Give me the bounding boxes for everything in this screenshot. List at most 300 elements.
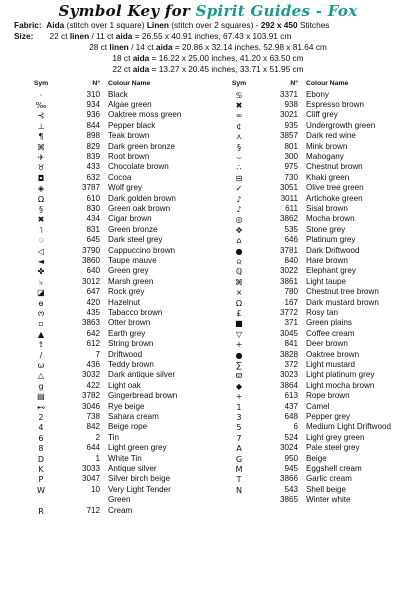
key-row [208, 100, 416, 110]
colour-name: Light platinum grey [306, 370, 375, 380]
key-row [0, 360, 208, 370]
key-row [0, 142, 208, 152]
colour-name: Oaktree brown [306, 349, 360, 359]
symbol: 8 [38, 443, 44, 454]
key-row [0, 246, 208, 256]
colour-name: Root brown [108, 152, 150, 161]
symbol: T [236, 474, 242, 485]
symbol: R [38, 505, 44, 516]
dmc-number: 945 [284, 464, 298, 473]
key-row [0, 391, 208, 401]
dmc-number: 840 [284, 256, 298, 265]
fabric-aida-note: (stitch over 1 square) [64, 20, 147, 30]
key-row [208, 173, 416, 183]
key-row [0, 121, 208, 131]
dmc-number: 938 [284, 100, 298, 109]
symbol: ‰ [35, 100, 47, 110]
key-row [0, 287, 208, 297]
dmc-number: 524 [284, 432, 298, 442]
colour-name: Green grey [108, 266, 149, 276]
key-row [0, 194, 208, 204]
key-row [208, 391, 416, 401]
header-sym: Sym [231, 80, 247, 87]
colour-name: Dark antique silver [108, 370, 176, 380]
colour-name: Light green grey [108, 443, 167, 453]
colour-name: Algae green [108, 100, 152, 109]
symbol: ¢ [236, 120, 242, 131]
symbol: ⋏ [236, 131, 242, 142]
dmc-number: 898 [86, 131, 100, 141]
colour-name: Green plains [306, 318, 352, 328]
key-row [208, 214, 416, 224]
symbol: ∞ [235, 110, 243, 121]
dmc-number: 844 [86, 120, 100, 130]
colour-name: Black [108, 89, 128, 99]
colour-name: Dark golden brown [108, 193, 176, 203]
key-row [0, 350, 208, 360]
key-row [0, 329, 208, 339]
key-row [0, 370, 208, 380]
dmc-number: 3033 [81, 464, 100, 473]
dmc-number: 436 [86, 360, 100, 369]
key-row [0, 214, 208, 224]
size-line-3 [0, 53, 416, 64]
symbol: ɵ [38, 297, 44, 308]
key-row [208, 381, 416, 391]
key-row [0, 402, 208, 412]
dmc-number: 3865 [279, 495, 298, 505]
symbol: ϖ [235, 370, 243, 381]
colour-name: Mahogany [306, 152, 344, 161]
colour-name: Rock grey [108, 287, 145, 297]
symbol: ⥉ [39, 339, 43, 350]
dmc-number: 3032 [81, 370, 100, 380]
colour-name: Hare brown [306, 256, 348, 265]
dmc-number: 1 [95, 453, 100, 463]
key-row [208, 422, 416, 432]
key-row [0, 308, 208, 318]
dmc-number: 934 [86, 100, 100, 109]
colour-name: Light mustard [306, 360, 356, 369]
key-row [208, 329, 416, 339]
key-row [208, 162, 416, 172]
colour-name: Medium Light Driftwood [306, 422, 392, 432]
dmc-number: 645 [86, 235, 100, 245]
symbol: § [236, 141, 242, 152]
symbol: ⊰ [37, 110, 45, 121]
key-row [0, 110, 208, 120]
colour-name: Rye beige [108, 401, 145, 411]
dmc-number: 3863 [81, 318, 100, 328]
size-line-1 [14, 31, 416, 42]
dmc-number: 841 [284, 339, 298, 349]
symbol: ∑ [236, 360, 242, 370]
title-accent: Spirit Guides - Fox [195, 2, 358, 20]
symbol: ✓ [235, 183, 243, 194]
key-row [208, 142, 416, 152]
key-row [0, 443, 208, 453]
symbol: ⊟ [235, 172, 243, 183]
key-row [0, 256, 208, 266]
symbol: ∴ [236, 162, 242, 173]
symbol: P [38, 474, 44, 485]
colour-name: Eggshell cream [306, 464, 362, 473]
key-row [0, 506, 208, 516]
key-row [208, 298, 416, 308]
symbol: W [36, 484, 45, 495]
key-row [0, 339, 208, 349]
symbol: ⌂ [236, 235, 242, 246]
dmc-number: 3864 [279, 380, 298, 390]
fabric-stitches: 292 x 450 [260, 20, 298, 30]
symbol: D [37, 453, 45, 464]
dmc-number: 3023 [279, 370, 298, 380]
dmc-number: 372 [284, 360, 298, 369]
dmc-number: 829 [86, 141, 100, 151]
key-row [208, 433, 416, 443]
colour-name: Dark green bronze [108, 141, 176, 151]
colour-name: Pepper grey [306, 412, 351, 421]
dmc-number: 3371 [279, 89, 298, 99]
key-row [0, 277, 208, 287]
dmc-number: 535 [284, 224, 298, 234]
colour-name: Mink brown [306, 141, 348, 151]
key-row [208, 308, 416, 318]
symbol: g [38, 380, 44, 391]
header-sym: Sym [33, 80, 49, 87]
symbol: ω [37, 360, 45, 370]
key-row [208, 495, 416, 505]
key-row [208, 266, 416, 276]
symbol: + [235, 339, 243, 350]
key-row [0, 90, 208, 100]
symbol: N [235, 484, 243, 495]
symbol: ▽ [235, 328, 243, 339]
symbol: 6 [38, 432, 44, 443]
key-row [208, 183, 416, 193]
dmc-number: 3828 [279, 349, 298, 359]
colour-name: Beige [306, 453, 327, 463]
dmc-number: 3861 [279, 276, 298, 286]
colour-name: Pepper black [108, 120, 156, 130]
dmc-number: 644 [86, 443, 100, 453]
key-row [208, 90, 416, 100]
size-text-4: 22 ct aida = 13.27 x 20.45 inches, 33.71 x 51.95 cm [112, 64, 304, 74]
key-row [0, 204, 208, 214]
dmc-number: 371 [284, 318, 298, 328]
dmc-number: 437 [284, 401, 298, 411]
colour-name: String brown [108, 339, 154, 349]
dmc-number: 433 [86, 162, 100, 172]
colour-name: Cream [108, 505, 133, 515]
dmc-number: 167 [284, 297, 298, 307]
dmc-number: 3862 [279, 214, 298, 224]
colour-name: Rope brown [306, 391, 350, 401]
key-row [0, 266, 208, 276]
key-row [208, 121, 416, 131]
colour-name: Otter brown [108, 318, 151, 328]
dmc-number: 2 [95, 432, 100, 442]
colour-name: Undergrowth green [306, 120, 376, 130]
dmc-number: 3051 [279, 183, 298, 193]
dmc-number: 3857 [279, 131, 298, 141]
colour-name: Chestnut tree brown [306, 287, 379, 297]
fabric-stitches-label: Stitches [297, 20, 330, 30]
key-row [208, 412, 416, 422]
dmc-number: 642 [86, 328, 100, 338]
size-label: Size: [14, 31, 34, 41]
colour-name: Garlic cream [306, 474, 352, 484]
symbol: K [38, 464, 44, 474]
key-row [0, 183, 208, 193]
colour-name: Wolf grey [108, 183, 143, 193]
key-row [208, 256, 416, 266]
key-row [0, 422, 208, 432]
size-line-2 [0, 42, 416, 53]
dmc-number: 3781 [279, 245, 298, 255]
symbol: ◪ [37, 287, 45, 298]
dmc-number: 6 [293, 422, 298, 432]
dmc-number: 435 [86, 308, 100, 317]
colour-name: Earth grey [108, 328, 146, 338]
size-text-1: 22 ct linen / 11 ct aida = 26.55 x 40.91 inches, 67.43 x 103.91 cm [49, 31, 292, 41]
key-row [208, 485, 416, 495]
dmc-number: 647 [86, 287, 100, 297]
symbol: ⌘ [234, 276, 244, 287]
key-row [0, 454, 208, 464]
symbol: G [235, 453, 243, 464]
key-row [208, 402, 416, 412]
colour-name: Camel [306, 401, 330, 411]
header-num: N° [290, 80, 298, 87]
colour-name: Dark red wine [306, 131, 356, 141]
colour-name: Ebony [306, 89, 329, 99]
colour-name: Beige rope [108, 422, 148, 432]
colour-name: Light mocha brown [306, 380, 375, 390]
colour-name: Taupe mauve [108, 256, 157, 265]
colour-name: Sahara cream [108, 412, 159, 421]
dmc-number: 936 [86, 110, 100, 120]
symbol: ⌘ [36, 141, 46, 152]
key-row [0, 474, 208, 484]
dmc-number: 10 [90, 484, 100, 494]
symbol: ℚ [235, 266, 243, 277]
symbol: M [235, 464, 243, 474]
key-row [208, 225, 416, 235]
key-row [208, 443, 416, 453]
dmc-number: 3021 [279, 110, 298, 120]
fabric-aida: Aida [46, 20, 65, 30]
key-row [208, 131, 416, 141]
symbol: ◁ [37, 245, 45, 256]
key-row [0, 485, 208, 506]
colour-name: Dark mustard brown [306, 297, 379, 307]
symbol: / [39, 349, 43, 360]
symbol: ✤ [37, 266, 45, 277]
symbol: ♋ [235, 89, 243, 100]
colour-name: Marsh green [108, 276, 154, 286]
dmc-number: 543 [284, 484, 298, 494]
symbol: × [235, 287, 243, 298]
dmc-number: 738 [86, 412, 100, 421]
symbol: ● [235, 349, 243, 360]
dmc-number: 3046 [81, 401, 100, 411]
key-row [0, 235, 208, 245]
dmc-number: 612 [86, 339, 100, 349]
colour-name: Cliff grey [306, 110, 338, 120]
fabric-linen: Linen [146, 20, 169, 30]
colour-name: Oaktree moss green [108, 110, 182, 120]
key-row [0, 100, 208, 110]
colour-name: Teak brown [108, 131, 150, 141]
symbol: ▤ [37, 391, 45, 402]
dmc-number: 3022 [279, 266, 298, 276]
colour-name: Mocha brown [306, 214, 355, 224]
key-row [208, 370, 416, 380]
key-row [208, 277, 416, 287]
dmc-number: 801 [284, 141, 298, 151]
symbol: 1 [236, 401, 242, 412]
dmc-number: 839 [86, 152, 100, 161]
dmc-number: 831 [86, 224, 100, 234]
dmc-number: 434 [86, 214, 100, 224]
key-row [0, 131, 208, 141]
colour-name: Tin [108, 432, 119, 442]
fabric-line [14, 20, 416, 31]
symbol: ⊥ [37, 120, 45, 131]
fabric-label: Fabric: [14, 20, 42, 30]
symbol: ˥ [39, 224, 43, 235]
dmc-number: 935 [284, 120, 298, 130]
key-row [0, 381, 208, 391]
dmc-number: 610 [86, 193, 100, 203]
dmc-number: 646 [284, 235, 298, 245]
symbol: ◈ [37, 183, 45, 194]
symbol: Ω [235, 297, 243, 308]
header-name: Colour Name [306, 80, 349, 87]
symbol: ♉ [37, 162, 45, 173]
dmc-number: 3012 [81, 276, 100, 286]
colour-name: Driftwood [108, 349, 143, 359]
symbol: ¶ [38, 131, 44, 142]
symbol: ✖ [37, 214, 45, 225]
colour-name: Gingerbread brown [108, 391, 178, 401]
symbol: ♭ [39, 276, 43, 287]
colour-name: Espresso brown [306, 100, 365, 109]
key-row [208, 235, 416, 245]
colour-name: Teddy brown [108, 360, 154, 369]
colour-name: Winter white [306, 495, 351, 505]
colour-name: Shell beige [306, 484, 347, 494]
dmc-number: 648 [284, 412, 298, 421]
key-row [208, 152, 416, 162]
key-row [0, 433, 208, 443]
colour-name: Deer brown [306, 339, 348, 349]
dmc-number: 780 [284, 287, 298, 297]
dmc-number: 950 [284, 453, 298, 463]
symbol: · [39, 89, 43, 100]
key-row [0, 298, 208, 308]
symbol: ⍝ [236, 256, 242, 266]
header-name: Colour Name [108, 80, 151, 87]
colour-name: Sisal brown [306, 204, 348, 213]
key-row [208, 474, 416, 484]
key-row [208, 287, 416, 297]
dmc-number: 3860 [81, 256, 100, 265]
dmc-number: 613 [284, 391, 298, 401]
key-row [208, 339, 416, 349]
dmc-number: 3045 [279, 328, 298, 338]
symbol: ✈ [37, 152, 45, 162]
key-row [0, 173, 208, 183]
symbol: 5 [236, 422, 242, 433]
size-line-4 [0, 64, 416, 75]
left-header-row [0, 79, 208, 89]
key-row [0, 412, 208, 422]
colour-name: Khaki green [306, 172, 350, 182]
right-header-row [208, 79, 416, 89]
colour-name: Very Light Tender Green [108, 484, 171, 505]
symbol: 4 [38, 422, 44, 433]
symbol: ო [37, 308, 45, 318]
title-main: Symbol Key for [58, 2, 196, 20]
dmc-number: 3772 [279, 308, 298, 317]
key-row [208, 204, 416, 214]
dmc-number: 300 [284, 152, 298, 161]
colour-name: Platinum grey [306, 235, 356, 245]
dmc-number: 3024 [279, 443, 298, 453]
key-row [208, 454, 416, 464]
symbol: Ω [37, 193, 45, 204]
symbol: ✖ [235, 100, 243, 110]
header-num: N° [92, 80, 100, 87]
dmc-number: 422 [86, 380, 100, 390]
colour-name: Antique silver [108, 464, 157, 473]
colour-name: Stone grey [306, 224, 346, 234]
colour-name: Elephant grey [306, 266, 356, 276]
dmc-number: 3047 [81, 474, 100, 484]
symbol: ▲ [37, 328, 45, 339]
dmc-number: 611 [285, 204, 298, 213]
key-row [208, 464, 416, 474]
symbol: ◆ [235, 380, 243, 391]
colour-name: Cappuccino brown [108, 245, 176, 255]
colour-name: Tabacco brown [108, 308, 163, 317]
symbol: ♪ [236, 204, 242, 214]
dmc-number: 3787 [81, 183, 100, 193]
key-row [208, 360, 416, 370]
symbol: 2 [38, 412, 44, 422]
symbol: △ [37, 370, 45, 381]
dmc-number: 830 [86, 204, 100, 213]
colour-name: White Tin [108, 453, 142, 463]
colour-name: Chestnut brown [306, 162, 363, 172]
key-row [208, 246, 416, 256]
symbol: £ [236, 308, 242, 318]
dmc-number: 3782 [81, 391, 100, 401]
dmc-number: 420 [86, 297, 100, 307]
key-row [0, 318, 208, 328]
colour-name: Olive tree green [306, 183, 364, 193]
colour-name: Coffee cream [306, 328, 355, 338]
dmc-number: 3011 [280, 193, 298, 203]
dmc-number: 3790 [81, 245, 100, 255]
symbol: ● [235, 245, 243, 256]
key-row [0, 464, 208, 474]
symbol: ■ [235, 318, 243, 329]
dmc-number: 730 [284, 172, 298, 182]
colour-name: Chocolate brown [108, 162, 169, 172]
